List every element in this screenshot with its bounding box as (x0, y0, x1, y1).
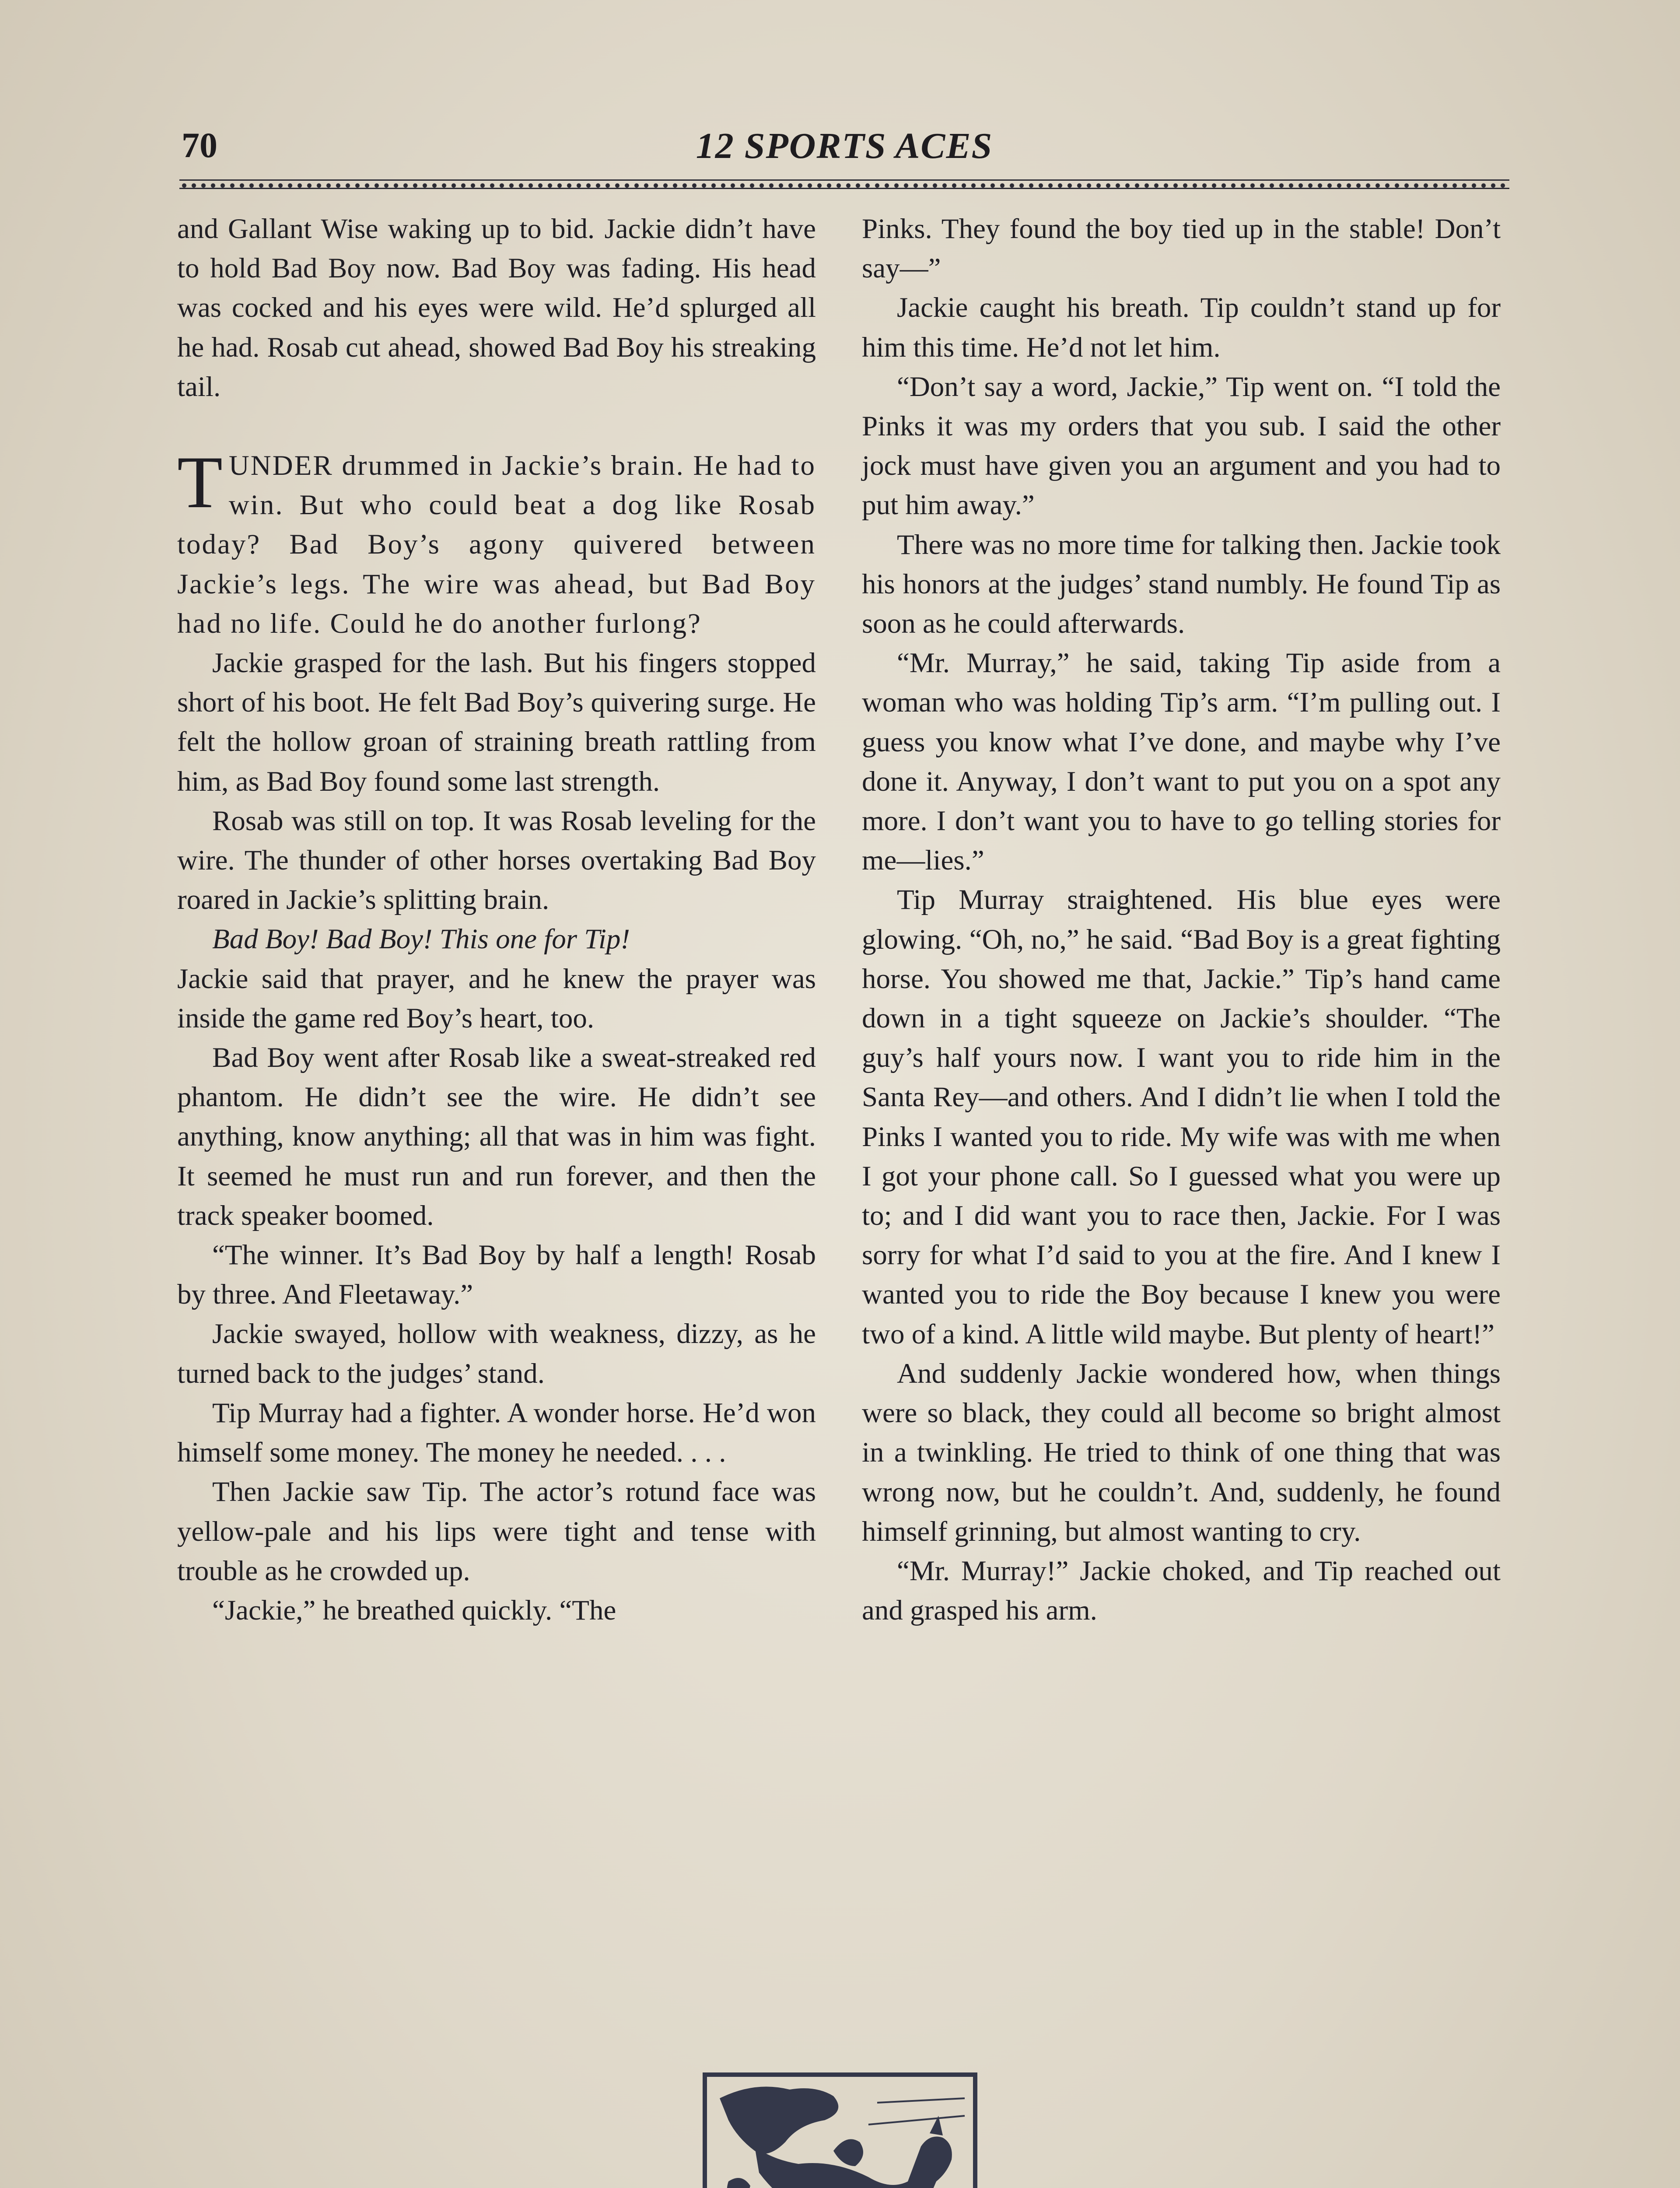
paragraph: Tip Murray straightened. His blue eyes were glowing. “Oh, no,” he said. “Bad Boy is a great fighting horse. You showed me that, Jackie.” Tip’s hand came down in a tight squeeze on Jackie’s shoulder. “The guy’s half yours now. I want you to ride him in the Santa Rey—and others. And I didn’t lie when I told the Pinks I wanted you to ride. My wife was with me when I got your phone call. So I guessed what you were up to; and I did want you to race then, Jackie. For I was sorry for what I’d said to you at the fire. And I knew I wanted you to ride the Boy because I knew you were two of a kind. A little wild maybe. But plenty of heart!” (862, 884, 1501, 1350)
drop-cap: T (177, 441, 223, 524)
paragraph-with-drop-cap (177, 441, 816, 643)
paragraph: “Jackie,” he breathed quickly. “The (212, 1594, 616, 1626)
paragraph: and Gallant Wise waking up to bid. Jackie didn’t have to hold Bad Boy now. Bad Boy was fading. His head was cocked and his eyes were wild. He’d splurged all he had. Rosab cut ahead, showed Bad Boy his streaking tail. (177, 213, 816, 403)
running-title: 12 SPORTS ACES (696, 126, 993, 166)
horse-race-vignette (702, 2072, 978, 2188)
paragraph: “Don’t say a word, Jackie,” Tip went on. “I told the Pinks it was my orders that you sub. I said the other jock must have given you an argument and you had to put him away.” (862, 371, 1501, 521)
paragraph: Bad Boy went after Rosab like a sweat-streaked red phantom. He didn’t see the wire. He didn’t see anything, know anything; all that was in him was fight. It seemed he must run and run forever, and then the track speaker boomed. (177, 1042, 816, 1231)
paragraph: Jackie swayed, hollow with weakness, dizzy, as he turned back to the judges’ stand. (177, 1318, 816, 1389)
paragraph-italic: Bad Boy! Bad Boy! This one for Tip! (212, 923, 630, 955)
paragraph: There was no more time for talking then. Jackie took his honors at the judges’ stand numbly. He found Tip as soon as he could afterwards. (862, 529, 1501, 640)
paragraph: Jackie caught his breath. Tip couldn’t stand up for him this time. He’d not let him. (862, 292, 1501, 363)
paragraph: “The winner. It’s Bad Boy by half a length! Rosab by three. And Fleetaway.” (177, 1239, 816, 1311)
decorative-rule (179, 179, 1509, 189)
paragraph: And suddenly Jackie wondered how, when things were so black, they could all become so bright almost in a twinkling. He tried to think of one thing that was wrong now, but he couldn’t. And, suddenly, he found himself grinning, but almost wanting to cry. (862, 1357, 1501, 1547)
paragraph: “Mr. Murray!” Jackie choked, and Tip reached out and grasped his arm. (862, 1555, 1501, 1627)
paragraph: Pinks. They found the boy tied up in the stable! Don’t say—” (862, 213, 1501, 284)
paragraph: Rosab was still on top. It was Rosab leveling for the wire. The thunder of other horses overtaking Bad Boy roared in Jackie’s splitting brain. (177, 805, 816, 916)
page-number: 70 (182, 125, 217, 165)
paragraph: Then Jackie saw Tip. The actor’s rotund face was yellow-pale and his lips were tight and tense with trouble as he crowded up. (177, 1476, 816, 1587)
paragraph: Jackie said that prayer, and he knew the prayer was inside the game red Boy’s heart, too. (177, 963, 816, 1034)
running-header (182, 125, 1507, 173)
left-column (177, 209, 816, 2030)
paragraph-text: UNDER drummed in Jackie’s brain. He had to win. But who could beat a dog like Rosab today? Bad Boy’s agony quivered between Jackie’s legs. The wire was ahead, but Bad Boy had no life. Could he do another furlong? (177, 450, 816, 639)
paragraph: Jackie grasped for the lash. But his fingers stopped short of his boot. He felt Bad Boy’s quivering surge. He felt the hollow groan of straining breath rattling from him, as Bad Boy found some last strength. (177, 647, 816, 797)
right-column (862, 209, 1501, 2030)
paragraph: “Mr. Murray,” he said, taking Tip aside from a woman who was holding Tip’s arm. “I’m pulling out. I guess you know what I’ve done, and maybe why I’ve done it. Anyway, I don’t want to put you on a spot any more. I don’t want you to have to go telling stories for me—lies.” (862, 647, 1501, 877)
paragraph: Tip Murray had a fighter. A wonder horse. He’d won himself some money. The money he needed. . . . (177, 1397, 816, 1469)
